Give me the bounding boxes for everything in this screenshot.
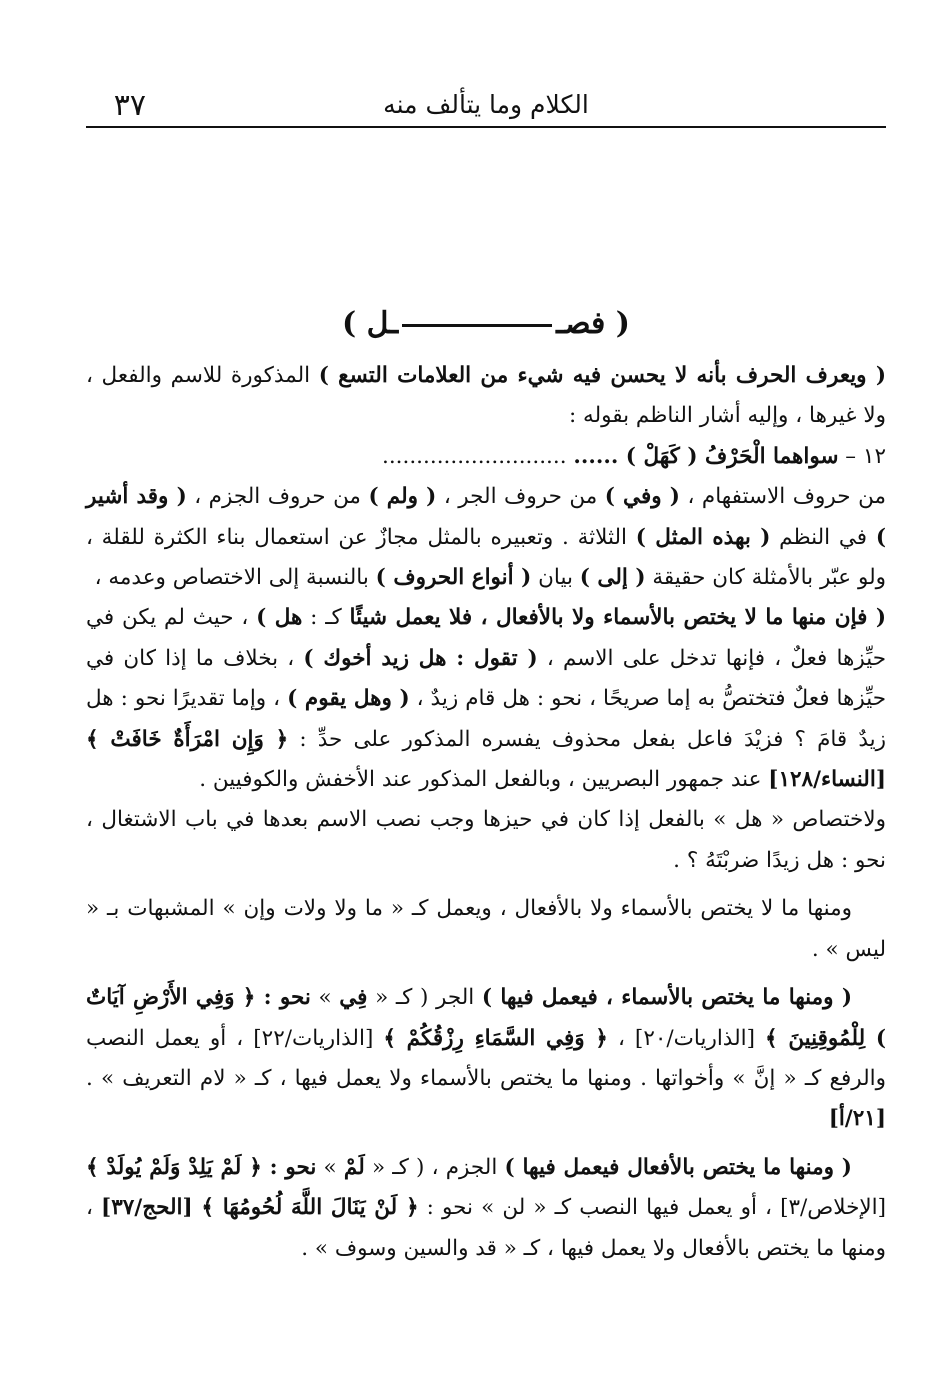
heading-word-start: فصـ <box>556 306 606 341</box>
paragraph-3 <box>86 598 886 800</box>
bold-run: ( تقول : هل زيد أخوك ) <box>303 645 538 671</box>
text-run: المذكورة للاسم والفعل ، ولا غيرها ، وإليه أشار الناظم بقوله : <box>86 363 886 429</box>
quran-citation: نحو : ﴿ لَمْ يَلِدْ وَلَمْ يُولَدْ ﴾ <box>86 1154 317 1180</box>
text-run: كـ : <box>302 605 350 631</box>
bold-run: ( ولم ) <box>368 484 437 510</box>
quran-citation: نحو : ﴿ وَفِي الأَرْضِ آيَاتٌ ) لِلْمُوقِنِينَ ﴾ <box>86 985 886 1051</box>
section-heading <box>86 306 886 341</box>
text-run: في النظم <box>770 524 876 550</box>
paragraph-1 <box>86 356 886 437</box>
verse-text: سواهما الْحَرْفُ ( كَهَلْ ) ...... <box>573 443 839 469</box>
quran-citation: ﴿ وَفِي السَّمَاءِ رِزْقُكُمْ ﴾ <box>383 1025 608 1051</box>
body-text <box>86 356 886 1269</box>
bold-run: هل ) <box>256 605 303 631</box>
quran-citation: ﴿ لَنْ يَنَالَ اللَّهَ لُحُومُهَا ﴾ [الحج/٣٧] <box>101 1195 419 1221</box>
heading-word-end: ـل <box>366 306 399 341</box>
text-run: ، بخلاف ما إذا كان في حيِّزها فعلٌ فتختصُّ به إما صريحًا ، نحو : هل قام زيدٌ ، <box>86 645 886 712</box>
text-run: من حروف الاستفهام ، <box>679 484 886 510</box>
text-run: من حروف الجر ، <box>436 484 605 510</box>
verse-number: ١٢ – <box>838 443 886 469</box>
heading-close-paren: ) <box>342 306 357 341</box>
page-header <box>86 88 886 128</box>
manuscript-folio-marker: [٢١/أ] <box>828 1106 886 1132</box>
bold-run: ( فإن منها ما لا يختص بالأسماء ولا بالأفعال ، فلا يعمل شيئًا <box>349 605 887 631</box>
paragraph-6 <box>86 978 886 1140</box>
text-run: [الإخلاص/٣] ، أو يعمل فيها النصب كـ « لن » نحو : <box>418 1195 887 1221</box>
quran-citation: ﴿ وَإِن امْرَأَةٌ خَافَتْ ﴾ [النساء/١٢٨] <box>86 726 886 793</box>
bold-run: ( وهل يقوم ) <box>287 686 410 712</box>
heading-open-paren: ( <box>615 306 630 341</box>
text-run: الجزم ، ( كـ « <box>364 1154 505 1180</box>
text-run: الثلاثة . وتعبيره بالمثل مجازٌ عن استعمال بناء الكثرة للقلة ، ولو عبّر بالأمثلة كان حقيقة <box>86 524 886 591</box>
bold-run: لَمْ <box>343 1154 365 1180</box>
text-run: من حروف الجزم ، <box>186 484 369 510</box>
running-title: الكلام وما يتألف منه <box>383 90 589 119</box>
bold-run: ( بهذه المثل ) <box>635 524 771 550</box>
book-page <box>86 0 886 1381</box>
bold-run: فِي <box>339 985 368 1011</box>
text-run: ، ومنها ما يختص بالأفعال ولا يعمل فيها ، كـ « قد والسين وسوف » . <box>86 1195 886 1261</box>
header-rule <box>86 126 886 128</box>
text-run: الجر ( كـ « <box>367 985 482 1011</box>
text-run: عند جمهور البصريين ، وبالفعل المذكور عند الأخفش والكوفيين . <box>199 767 769 793</box>
text-run: بالنسبة إلى الاختصاص وعدمه ، <box>94 565 376 591</box>
text-run: » <box>316 1154 344 1180</box>
paragraph-2 <box>86 477 886 598</box>
bold-run: ( وفي ) <box>604 484 680 510</box>
page-number: ٣٧ <box>113 88 146 123</box>
bold-run: ( وقد أشير ) <box>86 484 887 550</box>
text-run: ، وإما تقديرًا نحو : هل زيدٌ قامَ ؟ فزيْدَ فاعل بفعل محذوف يفسره المذكور على حدِّ : <box>86 686 886 752</box>
verse-line <box>86 437 886 477</box>
text-run: بيان <box>531 565 580 591</box>
text-run: [الذاريات/٢٠] ، <box>607 1025 766 1051</box>
paragraph-7 <box>86 1148 886 1269</box>
text-run: [الذاريات/٢٢] ، أو يعمل النصب والرفع كـ « إنَّ » وأخواتها . ومنها ما يختص بالأسماء ولا يعمل فيها ، كـ « لام التعريف » . <box>86 1025 886 1091</box>
text-run: ، حيث لم يكن في حيِّزها فعلٌ ، فإنها تدخل على الاسم ، <box>86 605 886 671</box>
bold-run: ( ومنها ما يختص بالأفعال فيعمل فيها ) <box>504 1154 852 1180</box>
paragraph-4: ولاختصاص « هل » بالفعل إذا كان في حيزها وجب نصب الاسم بعدها في باب الاشتغال ، نحو : هل زيدًا ضربْتَهُ ؟ . <box>86 807 886 873</box>
verse-dots: ........................... <box>382 443 567 469</box>
paragraph-5: ومنها ما لا يختص بالأسماء ولا بالأفعال ، ويعمل كـ « ما ولا ولات وإن » المشبهات بـ « ليس » . <box>86 896 886 962</box>
bold-run: ( أنواع الحروف ) <box>375 565 532 591</box>
heading-kashida-line <box>402 324 552 327</box>
text-run: » <box>310 985 340 1011</box>
bold-run: ( ويعرف الحرف بأنه لا يحسن فيه شيء من العلامات التسع ) <box>318 363 886 388</box>
bold-run: ( إلى ) <box>579 565 646 591</box>
bold-run: ( ومنها ما يختص بالأسماء ، فيعمل فيها ) <box>481 985 852 1011</box>
